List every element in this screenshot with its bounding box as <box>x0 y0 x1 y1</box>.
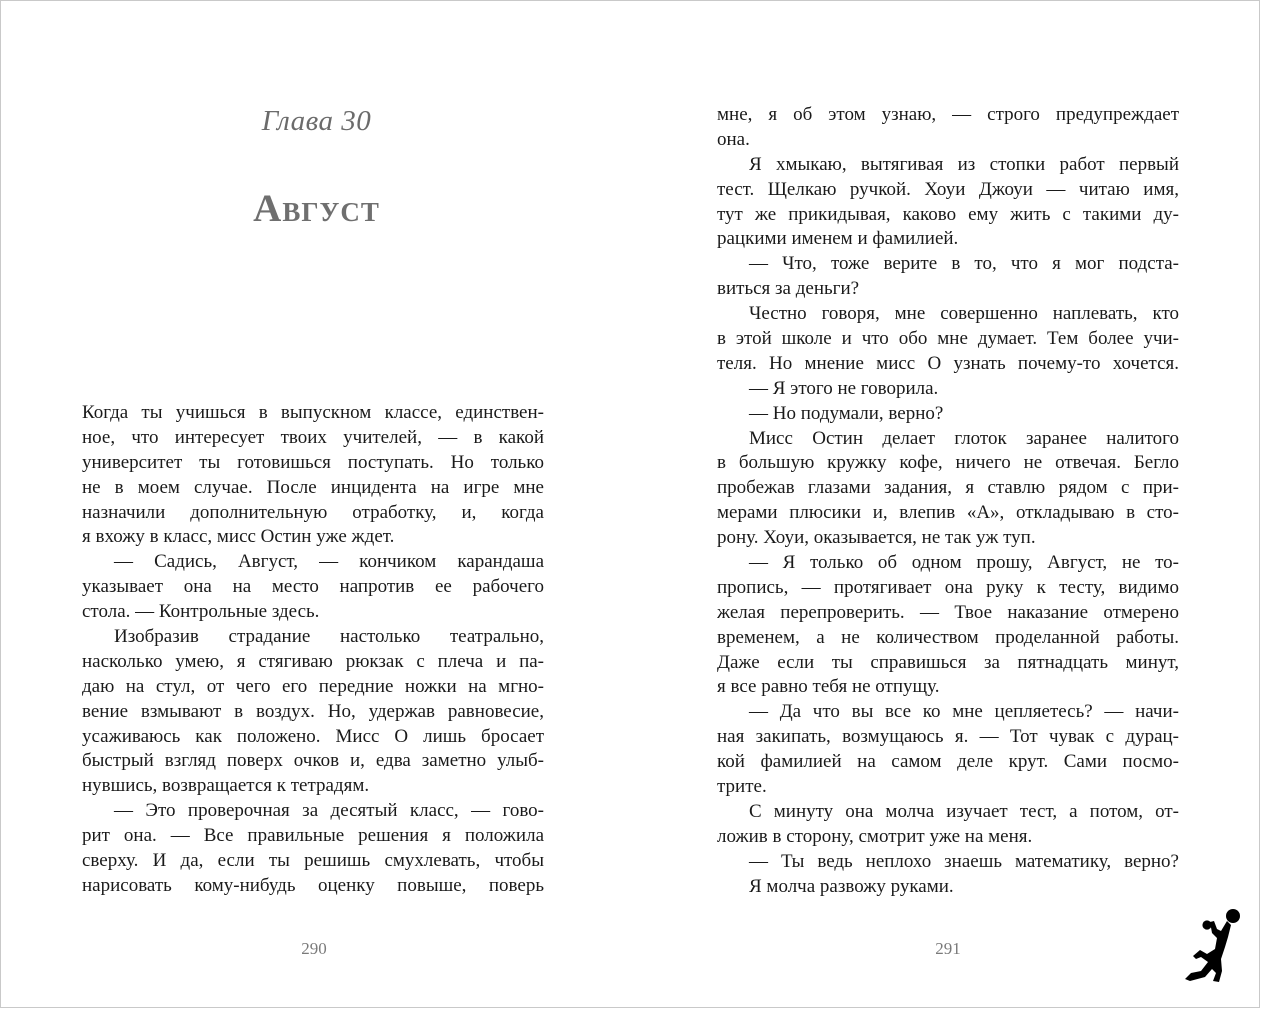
text-line: Когда ты учишься в выпускном классе, единствен- <box>82 402 544 423</box>
text-line: Мисс Остин делает глоток заранее налитого <box>749 427 1179 449</box>
text-line: я вхожу в класс, мисс Остин уже ждет. <box>82 526 395 548</box>
text-line: мерами плюсики и, влепив «А», откладываю в сто- <box>717 502 1179 524</box>
text-line: насколько умею, я стягиваю рюкзак с плеча и па- <box>82 650 544 672</box>
text-line: пропись, — протягивает она руку к тесту, видимо <box>717 576 1179 598</box>
basketball-player-silhouette-icon <box>1181 907 1247 983</box>
chapter-number: Глава 30 <box>261 105 372 137</box>
text-line: временем, а не количеством проделанной работы. <box>717 626 1179 648</box>
text-line: быстрый взгляд поверх очков и, едва заметно улыб- <box>82 750 544 772</box>
text-line: Я хмыкаю, вытягивая из стопки работ первый <box>749 153 1179 175</box>
text-line: кой фамилией на самом деле крут. Сами посмо- <box>717 751 1179 773</box>
text-line: ная закипать, возмущаюсь я. — Тот чувак с дурац- <box>717 726 1179 748</box>
text-line: университет ты готовишься поступать. Но только <box>82 451 544 473</box>
text-line: трите. <box>717 776 767 798</box>
text-line: рацкими именем и фамилией. <box>717 228 959 250</box>
text-line: в этой школе и что обо мне думает. Тем более учи- <box>717 328 1179 350</box>
text-line: — Да что вы все ко мне цепляетесь? — начи- <box>749 701 1179 723</box>
page-number-right: 291 <box>935 939 961 958</box>
text-line: указывает она на место напротив ее рабочего <box>82 576 544 598</box>
text-line: она. <box>717 128 750 150</box>
text-line: не в моем случае. После инцидента на игре мне <box>82 476 544 498</box>
text-line: теля. Но мнение мисс О узнать почему-то хочется. <box>717 352 1179 374</box>
text-line: желая перепроверить. — Твое наказание отмерено <box>717 601 1179 623</box>
text-line: я все равно тебя не отпущу. <box>717 676 940 698</box>
left-page-text <box>82 401 544 899</box>
text-line: — Ты ведь неплохо знаешь математику, верно? <box>749 850 1179 872</box>
text-line: — Я только об одном прошу, Август, не то- <box>749 552 1179 574</box>
text-line: ложив в сторону, смотрит уже на меня. <box>717 825 1033 847</box>
text-line: ное, что интересует твоих учителей, — в какой <box>82 426 544 448</box>
text-line: Изобразив страдание настолько театрально, <box>114 626 544 648</box>
page-number-left: 290 <box>301 939 327 958</box>
text-line: назначили дополнительную отработку, и, когда <box>82 501 544 523</box>
text-line: виться за деньги? <box>717 278 860 300</box>
ball-icon <box>1226 909 1240 923</box>
text-line: тест. Щелкаю ручкой. Хоуи Джоуи — читаю имя, <box>717 178 1179 200</box>
text-line: нувшись, возвращается к тетрадям. <box>82 775 370 797</box>
text-line: усаживаюсь как положено. Мисс О лишь бросает <box>82 725 544 747</box>
text-line: С минуту она молча изучает тест, а потом, от- <box>749 800 1179 822</box>
text-line: — Что, тоже верите в то, что я мог подста- <box>749 253 1179 275</box>
text-line: даю на стул, от чего его передние ножки на мгно- <box>82 675 544 697</box>
text-line: Я молча развожу руками. <box>749 875 954 897</box>
text-line: — Я этого не говорила. <box>749 377 939 399</box>
text-line: в большую кружку кофе, ничего не отвечая. Бегло <box>717 452 1179 474</box>
text-line: мне, я об этом узнаю, — строго предупреждает <box>717 104 1179 125</box>
left-page <box>1 1 632 1009</box>
text-line: пробежав глазами задания, я ставлю рядом с при- <box>717 477 1179 499</box>
text-line: рону. Хоуи, оказывается, не так уж туп. <box>717 527 1036 549</box>
right-page <box>632 1 1262 1009</box>
text-line: тут же прикидывая, каково ему жить с такими ду- <box>717 203 1179 225</box>
text-line: Даже если ты справишься за пятнадцать минут, <box>717 651 1179 673</box>
right-page-text <box>717 103 1179 900</box>
text-line: — Это проверочная за десятый класс, — гово- <box>114 800 544 822</box>
text-line: рит она. — Все правильные решения я положила <box>82 825 544 847</box>
chapter-title: Август <box>253 187 380 230</box>
text-line: стола. — Контрольные здесь. <box>82 601 320 623</box>
text-line: сверху. И да, если ты решишь смухлевать, чтобы <box>82 850 544 872</box>
text-line: Честно говоря, мне совершенно наплевать, кто <box>749 303 1179 325</box>
text-line: — Но подумали, верно? <box>749 402 944 424</box>
text-line: вение взмывают в воздух. Но, удержав равновесие, <box>82 700 544 722</box>
text-line: — Садись, Август, — кончиком карандаша <box>114 551 544 573</box>
text-line: нарисовать кому-нибудь оценку повыше, поверь <box>82 874 544 896</box>
